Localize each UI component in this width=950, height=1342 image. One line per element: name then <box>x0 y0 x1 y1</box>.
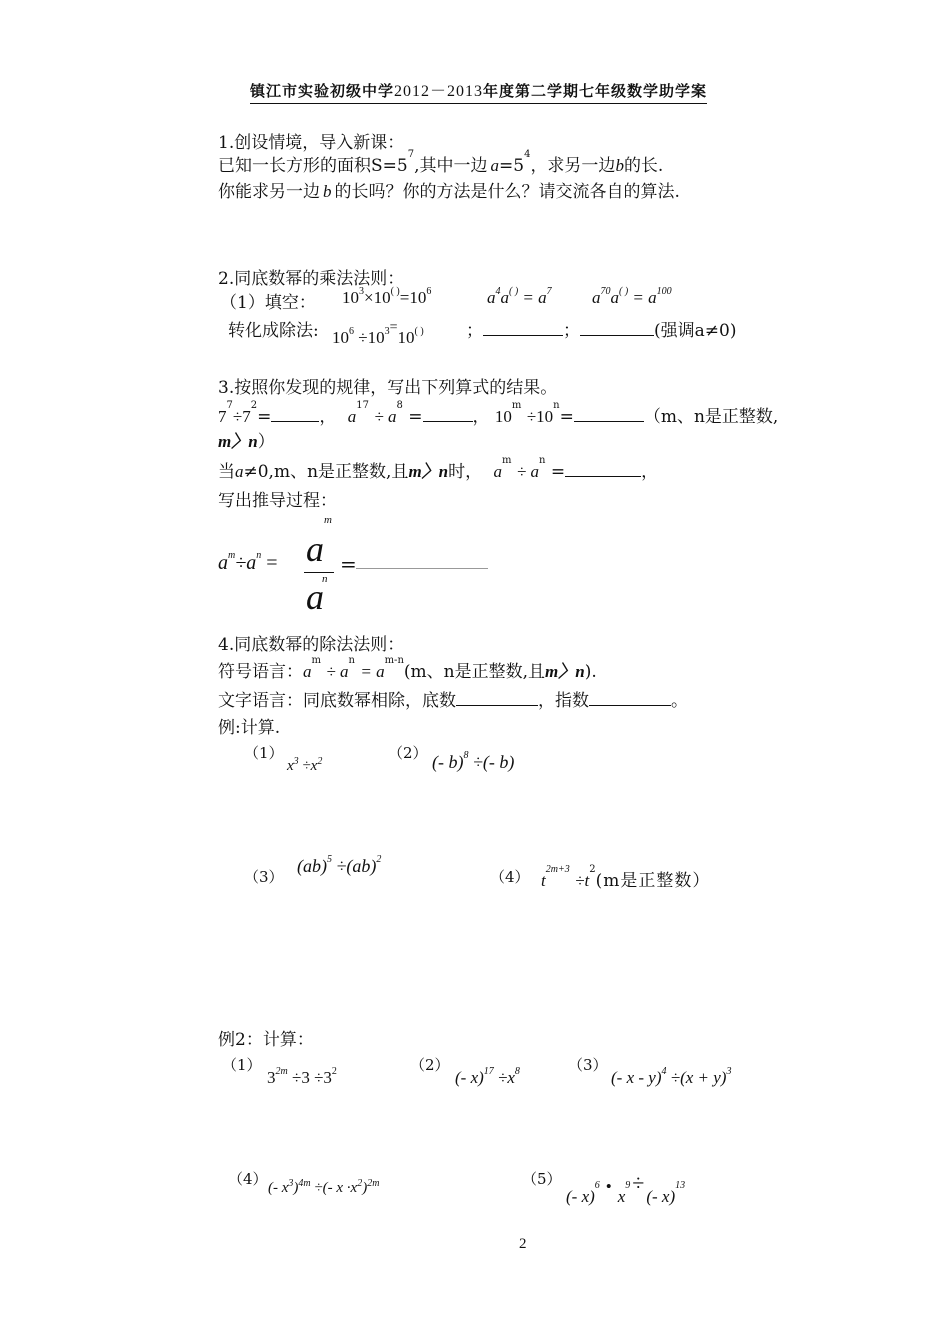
section-1-line-2: 你能求另一边 b 的长吗？你的方法是什么？请交流各自的算法. <box>218 182 680 202</box>
r5-number: （5） <box>522 1170 562 1188</box>
header-school: 镇江市实验初级中学 <box>250 82 395 100</box>
header-year: 2012－2013 <box>394 83 484 100</box>
section-4-title: 4.同底数幂的除法法则： <box>218 635 405 655</box>
symbol-language: 符号语言：$a^m \div a^n = a^{m-n}(m$、n是正整数,且m〉n). <box>218 655 597 682</box>
example-2-title: 例2：计算： <box>218 1030 314 1050</box>
derive-blank[interactable] <box>356 568 488 569</box>
convert-blanks: ； ； (强调a≠0) <box>466 321 737 341</box>
section-1-line-1: 已知一长方形的面积$S=5^7$,其中一边 $a=5^4$，求另一边b的长. <box>218 149 664 176</box>
section-3-cond: m〉n） <box>218 432 275 452</box>
blank-4[interactable] <box>423 407 473 422</box>
section-3-row-1: $7^7\div 7^2=$ ， $a^{17} \div a^8$ = ， $10^m \div 10^n= (m$、n是正整数, <box>218 400 779 427</box>
derive-denominator: a <box>306 577 324 617</box>
derive-label: 写出推导过程： <box>218 491 337 511</box>
document-header <box>250 78 707 104</box>
section-3-title: 3.按照你发现的规律，写出下列算式的结果。 <box>218 378 558 398</box>
blank-3[interactable] <box>271 407 319 422</box>
fill-expr-3: $a^{70}a^{( )} = a^{100}$ <box>592 286 672 307</box>
convert-label: 转化成除法: <box>228 321 319 341</box>
r4-expr: (- $x^3)^{4m}$ ÷(- $x \cdot x^2)^{2m}$ <box>268 1178 380 1196</box>
q4-number: （4） <box>490 868 530 886</box>
q2-expr: (- b)$^8$ ÷(- b) <box>432 750 515 772</box>
q3-expr: (ab)$^5$ ÷(ab)$^2$ <box>297 854 382 876</box>
example-label: 例:计算. <box>218 718 281 738</box>
blank-7[interactable] <box>456 691 538 706</box>
section-3-row-2: 当a≠0,m、n是正整数,且m〉n时， $a^m \div a^n$ = ， <box>218 455 659 482</box>
r2-number: （2） <box>410 1056 450 1074</box>
r1-expr: $3^{2m} \div 3 \div 3^2$ <box>267 1066 337 1087</box>
blank-2[interactable] <box>580 321 654 336</box>
r2-expr: (- $x)^{17} \div x^8$ <box>455 1066 520 1087</box>
blank-6[interactable] <box>565 462 641 477</box>
q4-expr: $t^{2m+3} \div t^2(m$是正整数） <box>541 864 711 891</box>
section-1-title: 1.创设情境，导入新课： <box>218 133 405 153</box>
section-2-title: 2.同底数幂的乘法法则： <box>218 269 405 289</box>
derive-left: $a^m\div a^n$ = <box>218 550 278 574</box>
blank-5[interactable] <box>574 407 644 422</box>
r3-expr: (- $x - y)^4 \div(x + y)^3$ <box>611 1066 732 1087</box>
r4-number: （4） <box>228 1170 268 1188</box>
q2-number: （2） <box>388 744 428 762</box>
fill-expr-2: $a^4a^{( )} = a^7$ <box>487 286 552 307</box>
page-number: 2 <box>519 1236 527 1252</box>
derive-numerator: $a^m$ <box>306 514 332 569</box>
blank-8[interactable] <box>589 691 671 706</box>
derive-denominator-exp: n <box>322 573 328 585</box>
q1-expr: $x^3 \div x^2$ <box>287 756 323 774</box>
derive-eq: = <box>340 552 357 576</box>
fill-expr-1: $10^3\times 10^{( )}=10^6$ <box>342 286 432 307</box>
convert-expr: $10^6 \div 10^{3=}10^{( )}$ <box>332 320 424 347</box>
blank-1[interactable] <box>483 321 563 336</box>
header-term: 年度第二学期七年级数学助学案 <box>483 82 708 100</box>
r1-number: （1） <box>222 1056 262 1074</box>
fill-blank-label: （1）填空： <box>220 293 316 313</box>
r5-expr: (- x)$^6$ $•x^9\div(-$ x)$^{13}$ <box>566 1170 686 1206</box>
q1-number: （1） <box>244 744 284 762</box>
r3-number: （3） <box>568 1056 608 1074</box>
fraction-bar <box>304 572 334 573</box>
q3-number: （3） <box>244 868 284 886</box>
word-language: 文字语言：同底数幂相除，底数 ，指数 。 <box>218 691 688 711</box>
